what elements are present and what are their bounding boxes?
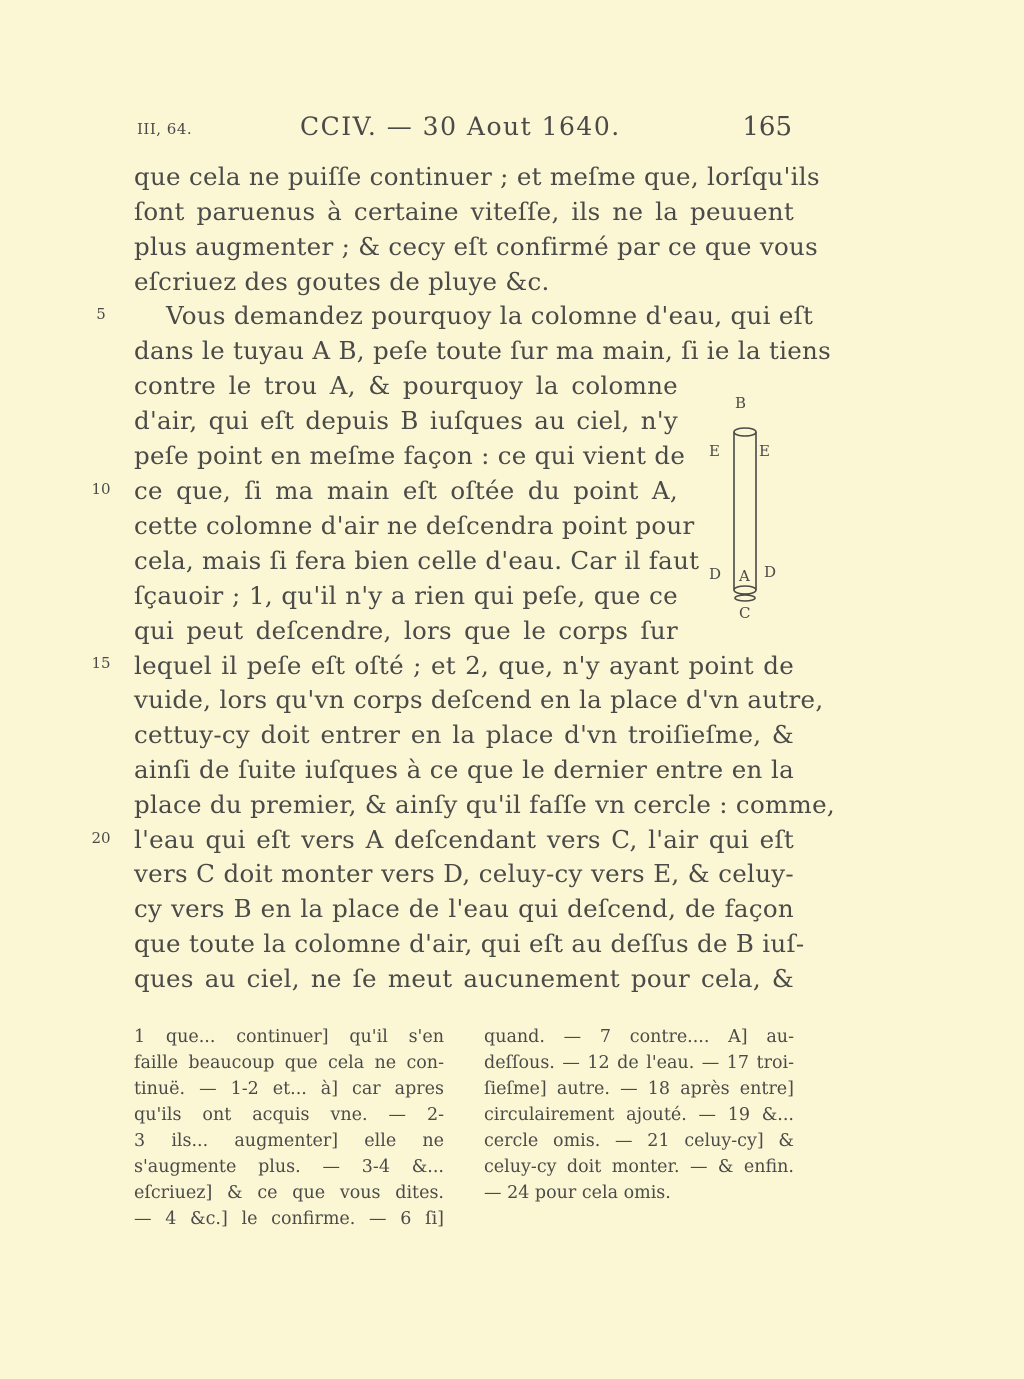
figure-label-e-left: E <box>709 442 720 460</box>
text-line: cette colomne d'air ne deſcendra point pour <box>134 511 695 540</box>
text-line: plus augmenter ; & cecy eſt confirmé par ce que vous <box>134 232 818 261</box>
note-line: — 4 &c.] le confirme. — 6 ſi] <box>134 1209 444 1229</box>
text-line: d'air, qui eſt depuis B iuſques au ciel, n'y <box>134 406 678 435</box>
tube-drawing <box>700 390 800 630</box>
text-line: cettuy-cy doit entrer en la place d'vn troiſieſme, & <box>134 720 794 749</box>
note-line: faille beaucoup que cela ne con- <box>134 1053 444 1073</box>
volume-reference: III, 64. <box>137 120 193 138</box>
note-line: 3 ils... augmenter] elle ne <box>134 1131 444 1151</box>
text-line: peſe point en meſme façon : ce qui vient de <box>134 441 686 470</box>
note-line: deſſous. — 12 de l'eau. — 17 troi- <box>484 1053 794 1073</box>
text-line: cy vers B en la place de l'eau qui deſcend, de façon <box>134 894 794 923</box>
figure-label-e-right: E <box>759 442 770 460</box>
text-line: vuide, lors qu'vn corps deſcend en la place d'vn autre, <box>134 685 824 714</box>
running-header <box>0 112 1024 152</box>
text-line: ſont paruenus à certaine viteſſe, ils ne la peuuent <box>134 197 794 226</box>
text-line: place du premier, & ainſy qu'il faſſe vn cercle : comme, <box>134 790 835 819</box>
note-line: qu'ils ont acquis vne. — 2- <box>134 1105 444 1125</box>
figure-label-a: A <box>739 567 750 585</box>
note-line: cercle omis. — 21 celuy-cy] & <box>484 1131 794 1151</box>
line-number: 15 <box>91 654 111 672</box>
note-line: 1 que... continuer] qu'il s'en <box>134 1027 444 1047</box>
line-number: 5 <box>96 305 106 323</box>
text-line: ſçauoir ; 1, qu'il n'y a rien qui peſe, que ce <box>134 581 678 610</box>
text-line: eſcriuez des goutes de pluye &c. <box>134 267 550 296</box>
note-line: tinuë. — 1-2 et... à] car apres <box>134 1079 444 1099</box>
note-line: quand. — 7 contre.... A] au- <box>484 1027 794 1047</box>
text-line: lequel il peſe eſt oſté ; et 2, que, n'y ayant point de <box>134 651 794 680</box>
figure-label-d-left: D <box>709 565 722 583</box>
text-line: que cela ne puiſſe continuer ; et meſme que, lorſqu'ils <box>134 162 820 191</box>
line-number: 20 <box>91 829 111 847</box>
note-line: eſcriuez] & ce que vous dites. <box>134 1183 444 1203</box>
text-line: l'eau qui eſt vers A deſcendant vers C, l'air qui eſt <box>134 825 794 854</box>
note-line: s'augmente plus. — 3-4 &... <box>134 1157 444 1177</box>
text-line: Vous demandez pourquoy la colomne d'eau, qui eſt <box>166 301 814 330</box>
notes-left-column <box>134 1024 444 1232</box>
text-line: que toute la colomne d'air, qui eſt au deſſus de B iuſ- <box>134 929 805 958</box>
line-number: 10 <box>91 480 111 498</box>
figure-label-c: C <box>739 604 751 622</box>
text-line: contre le trou A, & pourquoy la colomne <box>134 371 678 400</box>
text-line: dans le tuyau A B, peſe toute ſur ma main, ſi ie la tiens <box>134 336 831 365</box>
notes-right-column <box>484 1024 794 1206</box>
note-line: — 24 pour cela omis. <box>484 1183 671 1203</box>
tube-diagram <box>700 390 800 630</box>
letter-title: CCIV. — 30 Aout 1640. <box>300 112 621 141</box>
text-line: vers C doit monter vers D, celuy-cy vers E, & celuy- <box>134 859 794 888</box>
note-line: circulairement ajouté. — 19 &... <box>484 1105 794 1125</box>
figure-label-d-right: D <box>764 563 777 581</box>
text-line: cela, mais ſi fera bien celle d'eau. Car il faut <box>134 546 700 575</box>
text-line: ainſi de ſuite iuſques à ce que le dernier entre en la <box>134 755 794 784</box>
text-line: ce que, ſi ma main eſt oſtée du point A, <box>134 476 678 505</box>
note-line: ſieſme] autre. — 18 après entre] <box>484 1079 794 1099</box>
page-number: 165 <box>742 112 792 142</box>
figure-label-b: B <box>735 394 747 412</box>
text-line: ques au ciel, ne ſe meut aucunement pour cela, & <box>134 964 794 993</box>
text-line: qui peut deſcendre, lors que le corps ſur <box>134 616 678 645</box>
note-line: celuy-cy doit monter. — & enfin. <box>484 1157 794 1177</box>
